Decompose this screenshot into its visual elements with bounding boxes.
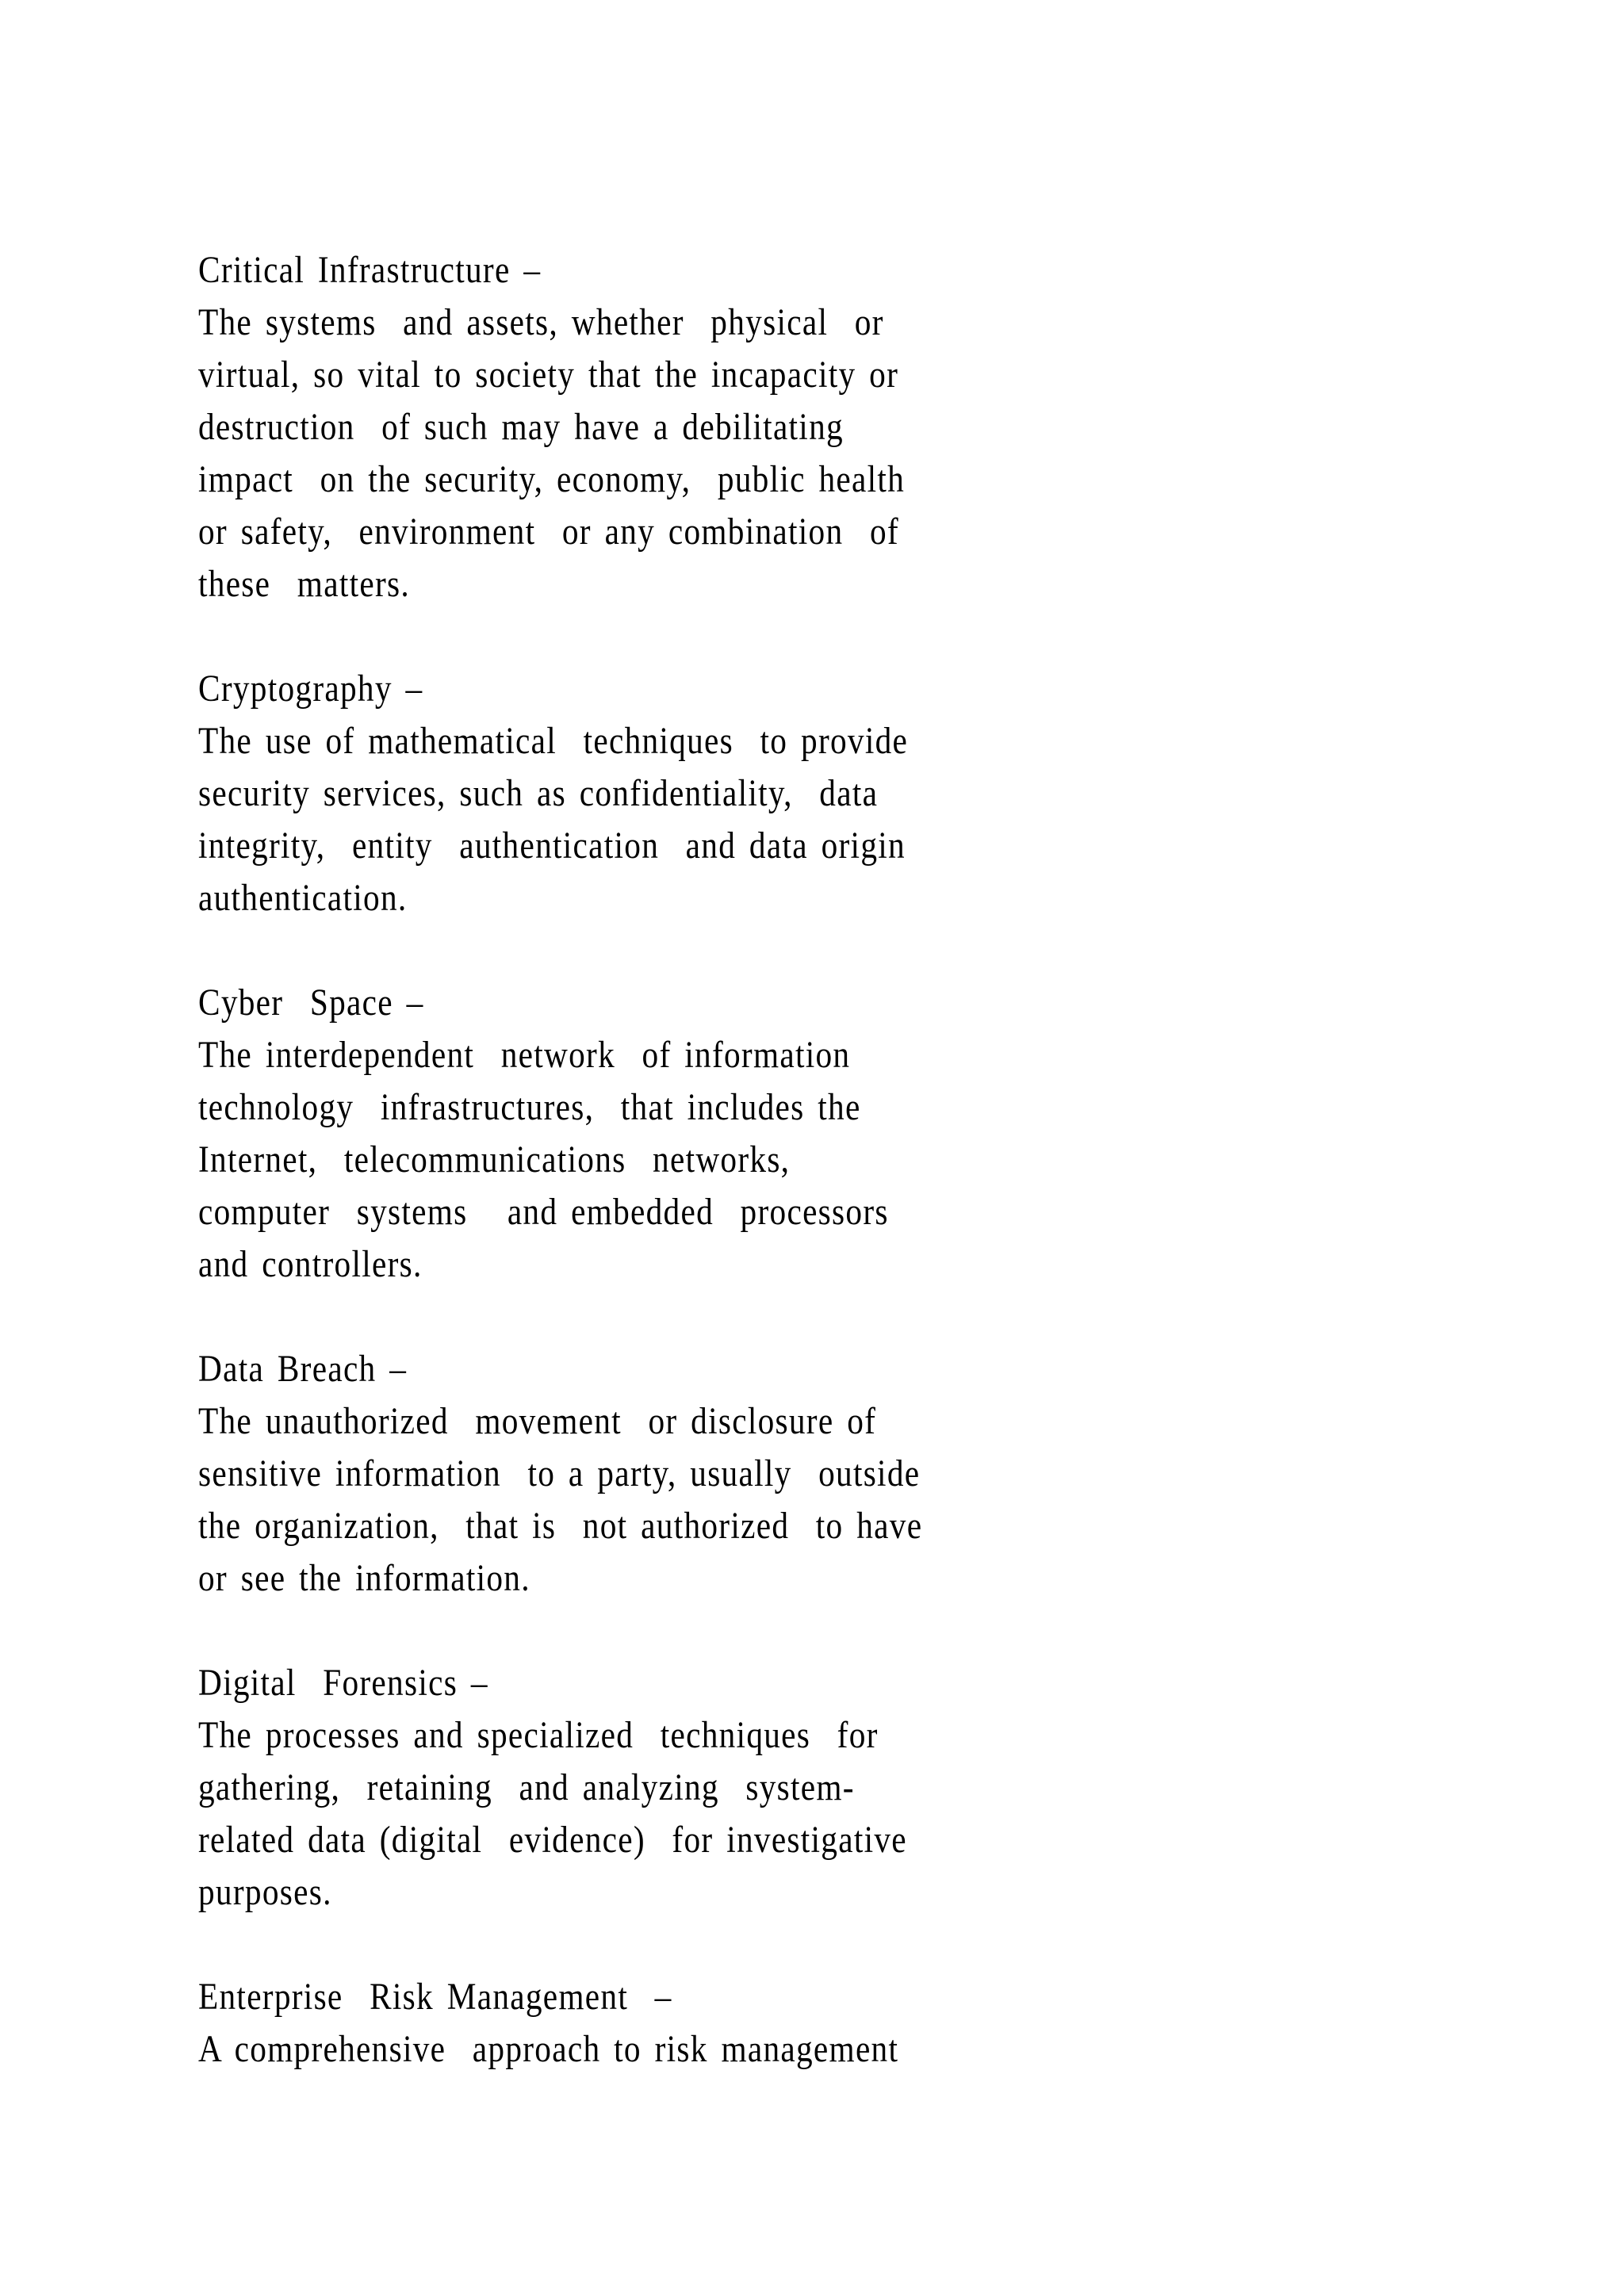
definition-line: gathering, retaining and analyzing system-: [198, 1766, 855, 1808]
glossary-entry-cyber-space: [198, 977, 1467, 1291]
term-heading: Digital Forensics –: [198, 1662, 488, 1704]
definition-line: security services, such as confidentiality, data: [198, 772, 879, 814]
glossary-entry-enterprise-risk-management: [198, 1971, 1467, 2076]
definition-line: these matters.: [198, 563, 410, 605]
glossary-entry-data-breach: [198, 1343, 1467, 1605]
definition-line: sensitive information to a party, usually outside: [198, 1452, 921, 1494]
definition-line: the organization, that is not authorized to have: [198, 1505, 923, 1547]
definition-line: The use of mathematical techniques to provide: [198, 720, 909, 762]
term-heading: Enterprise Risk Management –: [198, 1976, 672, 2018]
term-definition: [198, 1029, 1467, 1291]
glossary-entry-digital-forensics: [198, 1657, 1467, 1919]
term-definition: [198, 715, 1467, 924]
definition-line: Internet, telecommunications networks,: [198, 1138, 791, 1181]
document-page: [198, 244, 1467, 2128]
term-heading: Data Breach –: [198, 1348, 408, 1390]
glossary-entry-critical-infrastructure: [198, 244, 1467, 610]
definition-line: or safety, environment or any combination of: [198, 511, 899, 553]
definition-line: A comprehensive approach to risk management: [198, 2028, 899, 2070]
term-definition: [198, 2023, 1467, 2076]
term-heading: Cyber Space –: [198, 982, 424, 1024]
term-definition: [198, 297, 1467, 610]
term-heading: Cryptography –: [198, 668, 423, 710]
definition-line: technology infrastructures, that includes the: [198, 1086, 861, 1128]
definition-line: The systems and assets, whether physical or: [198, 301, 884, 343]
definition-line: computer systems and embedded processors: [198, 1191, 889, 1233]
definition-line: destruction of such may have a debilitating: [198, 406, 844, 448]
definition-line: authentication.: [198, 877, 408, 919]
definition-line: The processes and specialized techniques for: [198, 1714, 879, 1756]
term-heading: Critical Infrastructure –: [198, 249, 542, 291]
definition-line: related data (digital evidence) for investigative: [198, 1819, 907, 1861]
definition-line: virtual, so vital to society that the incapacity or: [198, 354, 899, 396]
term-definition: [198, 1395, 1467, 1605]
definition-line: The interdependent network of information: [198, 1034, 851, 1076]
definition-line: impact on the security, economy, public health: [198, 458, 906, 500]
definition-line: and controllers.: [198, 1243, 423, 1285]
term-definition: [198, 1709, 1467, 1919]
glossary-entry-cryptography: [198, 663, 1467, 924]
definition-line: purposes.: [198, 1871, 332, 1913]
definition-line: The unauthorized movement or disclosure of: [198, 1400, 877, 1442]
definition-line: or see the information.: [198, 1557, 530, 1599]
definition-line: integrity, entity authentication and data origin: [198, 825, 906, 867]
